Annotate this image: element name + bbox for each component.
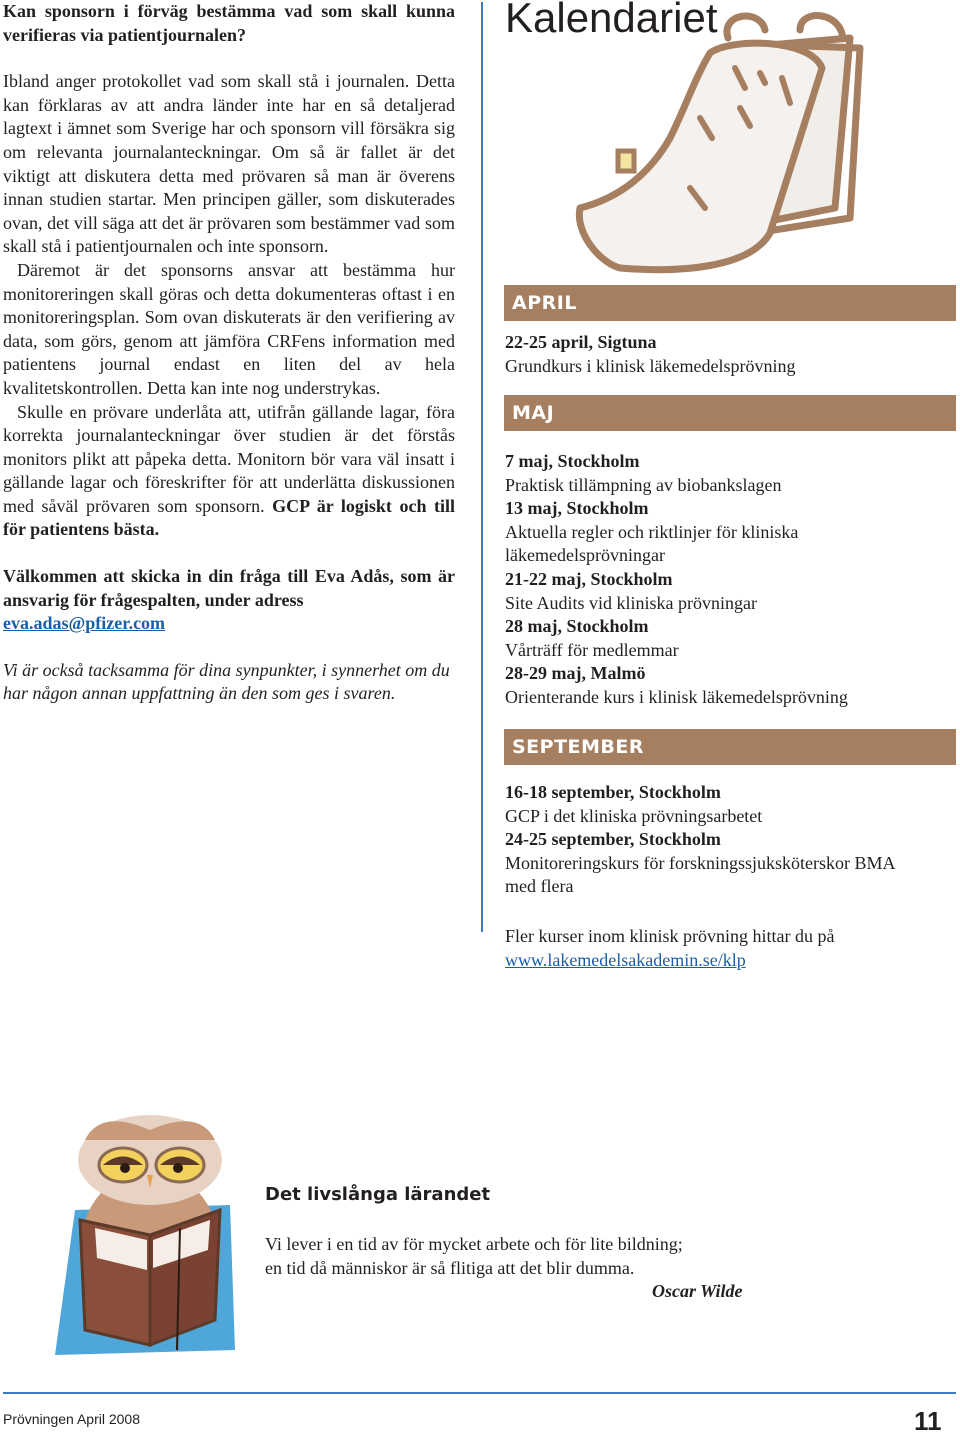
column-divider <box>481 2 483 932</box>
event-title: 24-25 september, Stockholm <box>505 829 721 850</box>
publication-name: Prövningen April 2008 <box>3 1411 140 1427</box>
quote-line: Vi lever i en tid av för mycket arbete och för lite bildning; <box>265 1234 683 1254</box>
more-courses-text: Fler kurser inom klinisk prövning hittar du på <box>505 926 835 946</box>
page-number: 11 <box>914 1406 942 1436</box>
more-courses-note <box>505 925 957 972</box>
event-description: Orienterande kurs i klinisk läkemedelsprövning <box>505 686 848 707</box>
september-events <box>505 781 905 899</box>
answer-paragraph-3-text: Skulle en prövare underlåta att, utifrån gällande lagar, föra korrekta journalanteckningar över studien är det förstås monitors plikt att påpeka detta. Monitorn bör vara väl insatt i gällande lagar och föreskrifter för att underlätta diskussionen med såväl prövaren som sponsorn. <box>3 401 455 516</box>
tear-off-calendar-icon <box>560 8 880 278</box>
question-heading: Kan sponsorn i förväg bestämma vad som skall kunna verifieras via patientjournalen? <box>3 1 455 45</box>
quote-line: en tid då människor är så flitiga att det blir dumma. <box>265 1257 635 1278</box>
event-description: Monitoreringskurs för forskningssjuksköterskor BMA med flera <box>505 852 895 897</box>
quote-text <box>265 1233 825 1280</box>
event-title: 7 maj, Stockholm <box>505 451 640 471</box>
footer-rule <box>3 1392 956 1394</box>
event-title: 21-22 maj, Stockholm <box>505 568 673 589</box>
event-title: 16-18 september, Stockholm <box>505 782 721 802</box>
email-link[interactable]: eva.adas@pfizer.com <box>3 613 166 634</box>
april-events <box>505 331 957 378</box>
month-header-maj: MAJ <box>504 395 956 431</box>
courses-website-link[interactable]: www.lakemedelsakademin.se/klp <box>505 949 746 970</box>
reading-owl-illustration <box>55 1110 255 1355</box>
calendar-title: Kalendariet <box>505 0 718 41</box>
event-description: Grundkurs i klinisk läkemedelsprövning <box>505 355 796 376</box>
event-title: 28-29 maj, Malmö <box>505 663 646 684</box>
maj-events <box>505 450 925 710</box>
answer-paragraph-2: Däremot är det sponsorns ansvar att bestämma hur monitoreringen skall göras och detta dokumenteras oftast i en monitoreringsplan. Som ovan diskuterats är den verifiering av data, som görs, genom att jämföra CRFens information med patientens journal endast en liten del av hela kvalitetskontrollen. Detta kan inte nog understrykas. <box>3 259 455 398</box>
event-description: Site Audits vid kliniska prövningar <box>505 592 757 613</box>
event-title: 22-25 april, Sigtuna <box>505 332 657 352</box>
invite-text: Välkommen att skicka in din fråga till Eva Adås, som är ansvarig för frågespalten, under adress <box>3 566 455 610</box>
month-header-september: SEPTEMBER <box>504 729 956 765</box>
event-title: 13 maj, Stockholm <box>505 498 649 519</box>
invite-paragraph <box>3 565 455 636</box>
quote-heading: Det livslånga lärandet <box>265 1184 491 1205</box>
event-description: Vårträff för medlemmar <box>505 639 679 660</box>
event-description: Aktuella regler och riktlinjer för kliniska läkemedelsprövningar <box>505 521 799 566</box>
article-column <box>3 0 455 706</box>
gcp-statement: GCP är logiskt och till för patientens bästa. <box>3 495 456 540</box>
event-description: Praktisk tillämpning av biobankslagen <box>505 474 782 495</box>
event-title: 28 maj, Stockholm <box>505 616 649 637</box>
answer-paragraph-1: Ibland anger protokollet vad som skall stå i journalen. Detta kan förklaras av att andra länder inte har en så detaljerad lagtext i ämnet som Sverige har och sponsorn vill försäkra sig om relevanta journalanteckningar. Om så är fallet är det viktigt att diskutera detta med prövaren så man är överens innan studien startar. Men principen gäller, som diskuterades ovan, det vill säga att det är prövaren som bestämmer vad som skall stå i patientjournalen och inte sponsorn. <box>3 71 455 257</box>
thanks-paragraph: Vi är också tacksamma för dina synpunkter, i synnerhet om du har någon annan uppfattning än den som ges i svaren. <box>3 659 450 704</box>
answer-paragraph-3 <box>3 401 455 543</box>
event-description: GCP i det kliniska prövningsarbetet <box>505 805 763 826</box>
month-header-april: APRIL <box>504 285 956 321</box>
quote-author: Oscar Wilde <box>652 1281 743 1301</box>
